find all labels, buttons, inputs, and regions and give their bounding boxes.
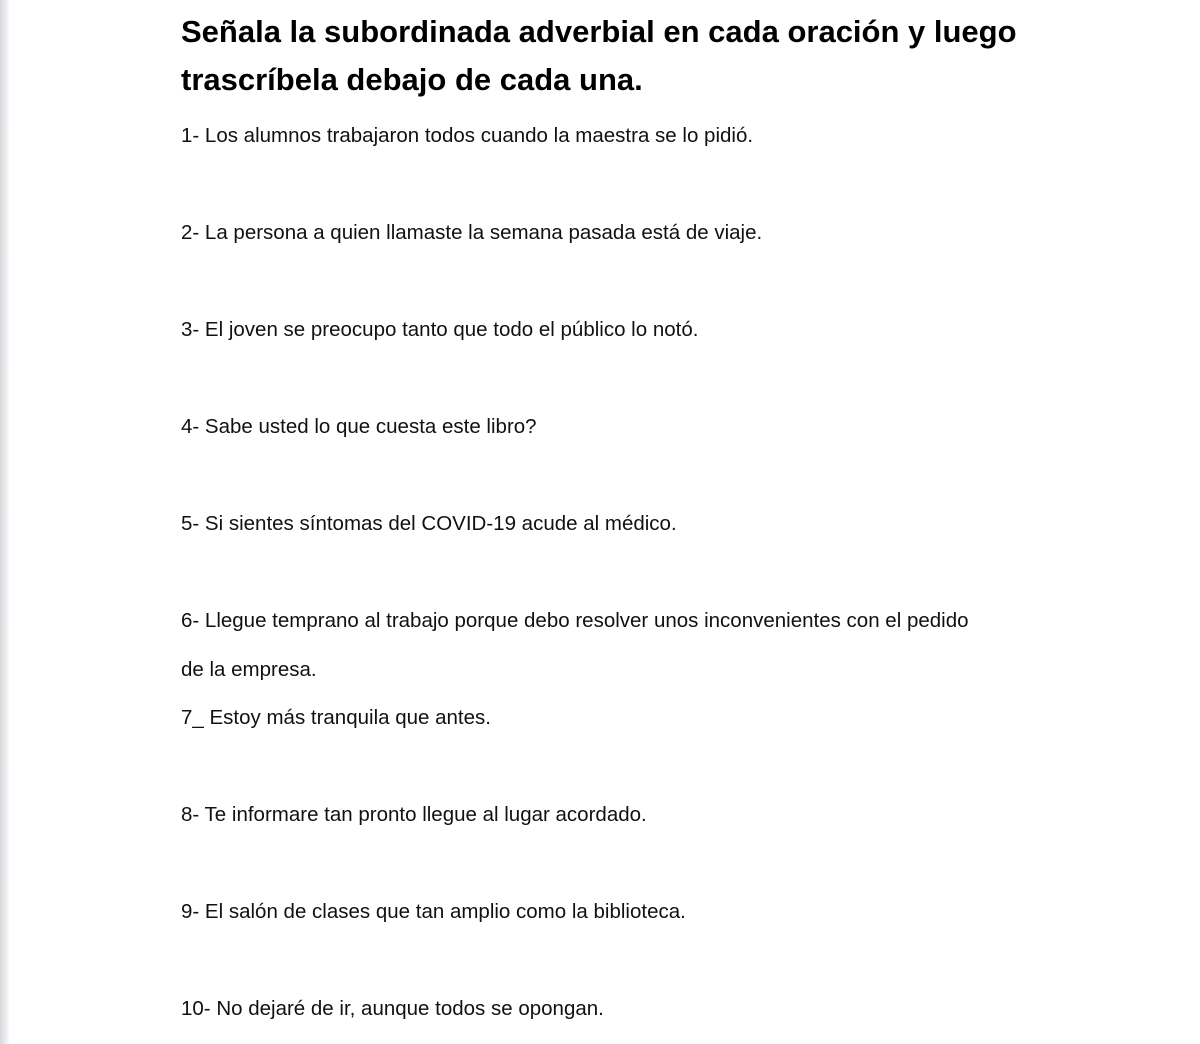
- exercise-item-2: 2- La persona a quien llamaste la semana pasada está de viaje.: [181, 221, 763, 244]
- exercise-item-6: 6- Llegue temprano al trabajo porque debo resolver unos inconvenientes con el pedido: [181, 609, 969, 632]
- exercise-item-6-continuation: de la empresa.: [181, 658, 317, 681]
- exercise-item-1: 1- Los alumnos trabajaron todos cuando la maestra se lo pidió.: [181, 124, 754, 147]
- title-line-2: trascríbela debajo de cada una.: [181, 62, 643, 97]
- exercise-item-9: 9- El salón de clases que tan amplio como la biblioteca.: [181, 900, 686, 923]
- exercise-item-10: 10- No dejaré de ir, aunque todos se opongan.: [181, 997, 604, 1020]
- exercise-item-4: 4- Sabe usted lo que cuesta este libro?: [181, 415, 537, 438]
- page-title: [181, 8, 1081, 104]
- exercise-item-7: 7_ Estoy más tranquila que antes.: [181, 706, 491, 729]
- exercise-item-3: 3- El joven se preocupo tanto que todo el público lo notó.: [181, 318, 699, 341]
- exercise-item-5: 5- Si sientes síntomas del COVID-19 acude al médico.: [181, 512, 677, 535]
- title-line-1: Señala la subordinada adverbial en cada oración y luego: [181, 14, 1017, 49]
- exercise-item-8: 8- Te informare tan pronto llegue al lugar acordado.: [181, 803, 647, 826]
